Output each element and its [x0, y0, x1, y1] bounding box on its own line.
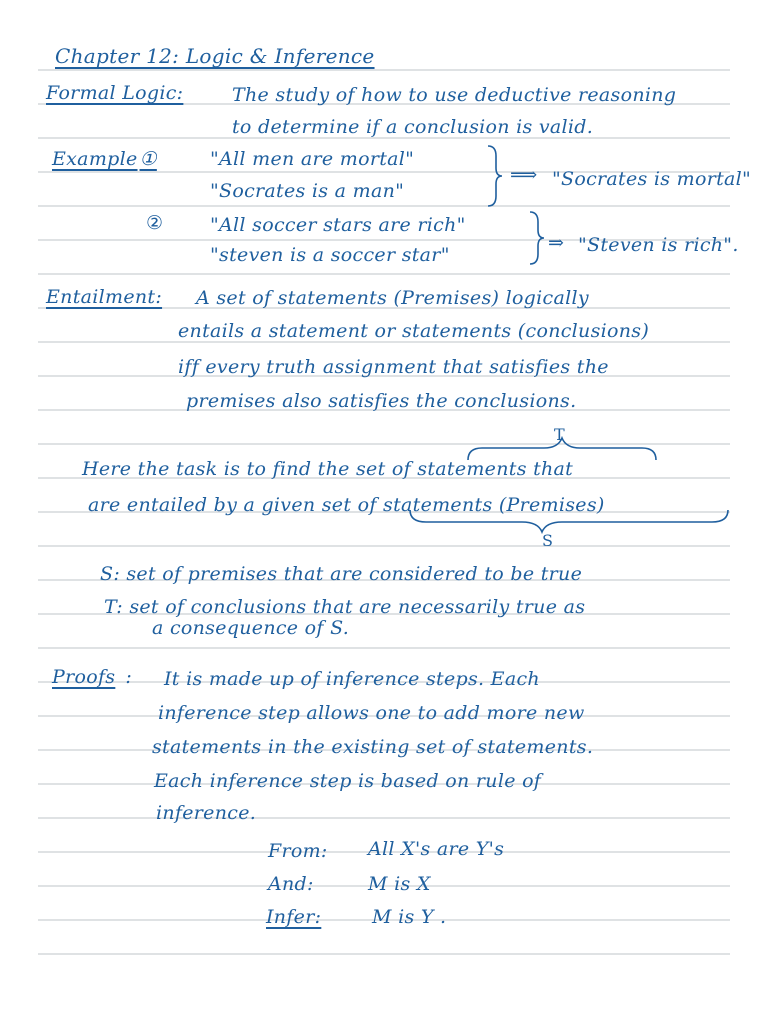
t-definition-line1: T: set of conclusions that are necessarily true as	[104, 596, 586, 618]
proofs-label: Proofs :	[52, 666, 133, 688]
rule-and-value: M is X	[368, 873, 431, 895]
example1-premise2: "Socrates is a man"	[210, 180, 405, 202]
proofs-line3: statements in the existing set of statements.	[152, 736, 594, 758]
rule-infer-value: M is Y .	[372, 906, 447, 928]
task-line2: are entailed by a given set of statements (Premises)	[88, 494, 605, 516]
example2-premise1: "All soccer stars are rich"	[210, 214, 466, 236]
formal-logic-line2: to determine if a conclusion is valid.	[232, 116, 594, 138]
example1-brace	[488, 146, 502, 206]
example2-brace	[530, 212, 544, 264]
example2-conclusion: "Steven is rich".	[578, 234, 739, 256]
entailment-line1: A set of statements (Premises) logically	[196, 287, 589, 309]
proofs-line5: inference.	[156, 802, 257, 824]
rule-and-label: And:	[268, 873, 314, 895]
example2-number: ②	[146, 212, 164, 234]
proofs-line1: It is made up of inference steps. Each	[164, 668, 540, 690]
rule-infer-label: Infer:	[266, 906, 322, 928]
proofs-line2: inference step allows one to add more new	[158, 702, 585, 724]
example-label: Example ①	[52, 148, 157, 170]
entailment-line3: iff every truth assignment that satisfies the	[178, 356, 609, 378]
rule-from-label: From:	[268, 840, 328, 862]
example2-arrow: ⇒	[548, 232, 565, 254]
example1-premise1: "All men are mortal"	[210, 148, 415, 170]
s-label: S	[542, 531, 554, 550]
proofs-line4: Each inference step is based on rule of	[154, 770, 542, 792]
t-definition-line2: a consequence of S.	[152, 617, 350, 639]
s-definition: S: set of premises that are considered to be true	[100, 563, 583, 585]
entailment-line2: entails a statement or statements (conclusions)	[178, 320, 650, 342]
entailment-label: Entailment:	[46, 286, 163, 308]
page-title: Chapter 12: Logic & Inference	[55, 44, 375, 68]
t-label: T	[554, 425, 565, 444]
formal-logic-label: Formal Logic:	[46, 82, 184, 104]
example1-conclusion: "Socrates is mortal"	[552, 168, 752, 190]
example2-premise2: "steven is a soccer star"	[210, 244, 450, 266]
entailment-line4: premises also satisfies the conclusions.	[186, 390, 577, 412]
example1-arrow: ⟹	[510, 164, 538, 186]
rule-from-value: All X's are Y's	[368, 838, 505, 860]
task-line1: Here the task is to find the set of statements that	[82, 458, 574, 480]
formal-logic-line1: The study of how to use deductive reasoning	[232, 84, 677, 106]
